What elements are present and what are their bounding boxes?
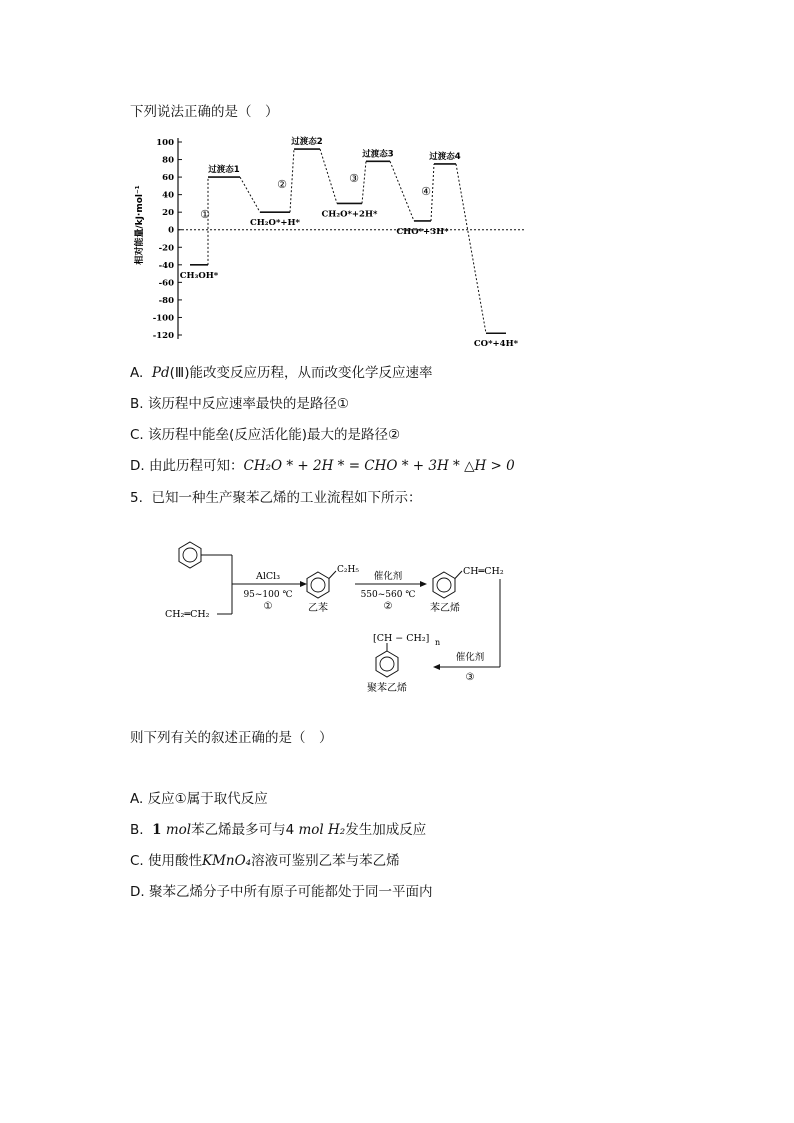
path-marker: ①	[200, 208, 210, 221]
connector-line	[431, 164, 434, 221]
species-label: CO*+4H*	[473, 339, 519, 350]
ethylbenzene-structure	[307, 571, 336, 598]
path-marker: ③	[349, 172, 359, 185]
benzene-structure	[179, 542, 201, 568]
ethylene-label: CH₂═CH₂	[165, 609, 210, 620]
q5-option-a: A. 反应①属于取代反应	[130, 791, 268, 807]
y-tick-label: -100	[152, 313, 174, 324]
transition-state-label: 过渡态2	[291, 137, 323, 148]
catalyst-label-2: 催化剂	[373, 571, 403, 582]
question-5-prompt: 则下列有关的叙述正确的是（ ）	[130, 730, 333, 746]
q5-option-b: B. 1 mol苯乙烯最多可与4 mol H₂发生加成反应	[130, 822, 427, 838]
species-label: CH₃OH*	[179, 270, 219, 281]
question-5-stem: 5. 已知一种生产聚苯乙烯的工业流程如下所示：	[130, 490, 422, 506]
species-label: CHO*+3H*	[396, 226, 449, 237]
connector-line	[362, 161, 366, 203]
option-a: A. Pd(Ⅲ)能改变反应历程，从而改变化学反应速率	[130, 365, 433, 381]
y-tick-label: 20	[162, 208, 174, 219]
question-4-stem: 下列说法正确的是（ ）	[130, 104, 279, 120]
reaction-scheme	[155, 535, 535, 700]
polystyrene-name: 聚苯乙烯	[367, 683, 407, 694]
polymer-n: n	[435, 638, 441, 647]
path-marker: ④	[421, 185, 431, 198]
q5-option-c: C. 使用酸性KMnO₄溶液可鉴别乙苯与苯乙烯	[130, 853, 400, 869]
polymer-repeat-unit: [CH − CH₂]	[373, 633, 430, 644]
polystyrene-ring	[376, 651, 398, 677]
connector-line	[320, 149, 337, 203]
step-2-label: ②	[383, 601, 393, 612]
y-tick-label: -80	[158, 295, 174, 306]
y-tick-label: -40	[158, 260, 174, 271]
transition-state-label: 过渡态4	[429, 151, 461, 162]
species-label: CH₂O*+H*	[250, 218, 300, 229]
styrene-name: 苯乙烯	[430, 603, 460, 614]
path-marker: ②	[277, 178, 287, 191]
option-b: B. 该历程中反应速率最快的是路径①	[130, 396, 349, 412]
vinyl-label: CH═CH₂	[463, 566, 504, 577]
ethylbenzene-name: 乙苯	[308, 603, 328, 614]
y-axis-label: 相对能量/kJ·mol⁻¹	[135, 185, 145, 265]
step-3-label: ③	[465, 672, 475, 683]
connector-line	[390, 161, 414, 221]
y-tick-label: 100	[156, 138, 174, 148]
species-label: CH₂O*+2H*	[321, 209, 378, 220]
condition-1: 95~100 ℃	[243, 590, 293, 600]
y-tick-label: 60	[162, 173, 174, 184]
y-tick-label: -20	[158, 243, 174, 254]
transition-state-label: 过渡态3	[362, 149, 394, 160]
ethyl-label: C₂H₅	[337, 565, 359, 575]
y-tick-label: -60	[158, 278, 174, 289]
step-1-label: ①	[263, 601, 273, 612]
connector-line	[240, 177, 260, 212]
styrene-structure	[433, 571, 462, 598]
connector-line	[456, 164, 486, 333]
alcl3-label: AlCl₃	[255, 571, 281, 582]
y-tick-label: 0	[168, 225, 174, 236]
catalyst-label-3: 催化剂	[455, 652, 485, 663]
option-d: D. 由此历程可知：CH₂O * + 2H * = CHO * + 3H * △H > 0	[130, 458, 515, 474]
connector-line	[290, 149, 294, 212]
option-c: C. 该历程中能垒(反应活化能)最大的是路径②	[130, 427, 401, 443]
transition-state-label: 过渡态1	[208, 165, 240, 176]
y-tick-label: -120	[152, 331, 174, 341]
condition-2: 550~560 ℃	[360, 590, 416, 600]
q5-option-d: D. 聚苯乙烯分子中所有原子可能都处于同一平面内	[130, 884, 433, 900]
energy-profile-chart	[128, 130, 528, 355]
y-tick-label: 80	[162, 155, 174, 166]
y-tick-label: 40	[162, 190, 174, 201]
